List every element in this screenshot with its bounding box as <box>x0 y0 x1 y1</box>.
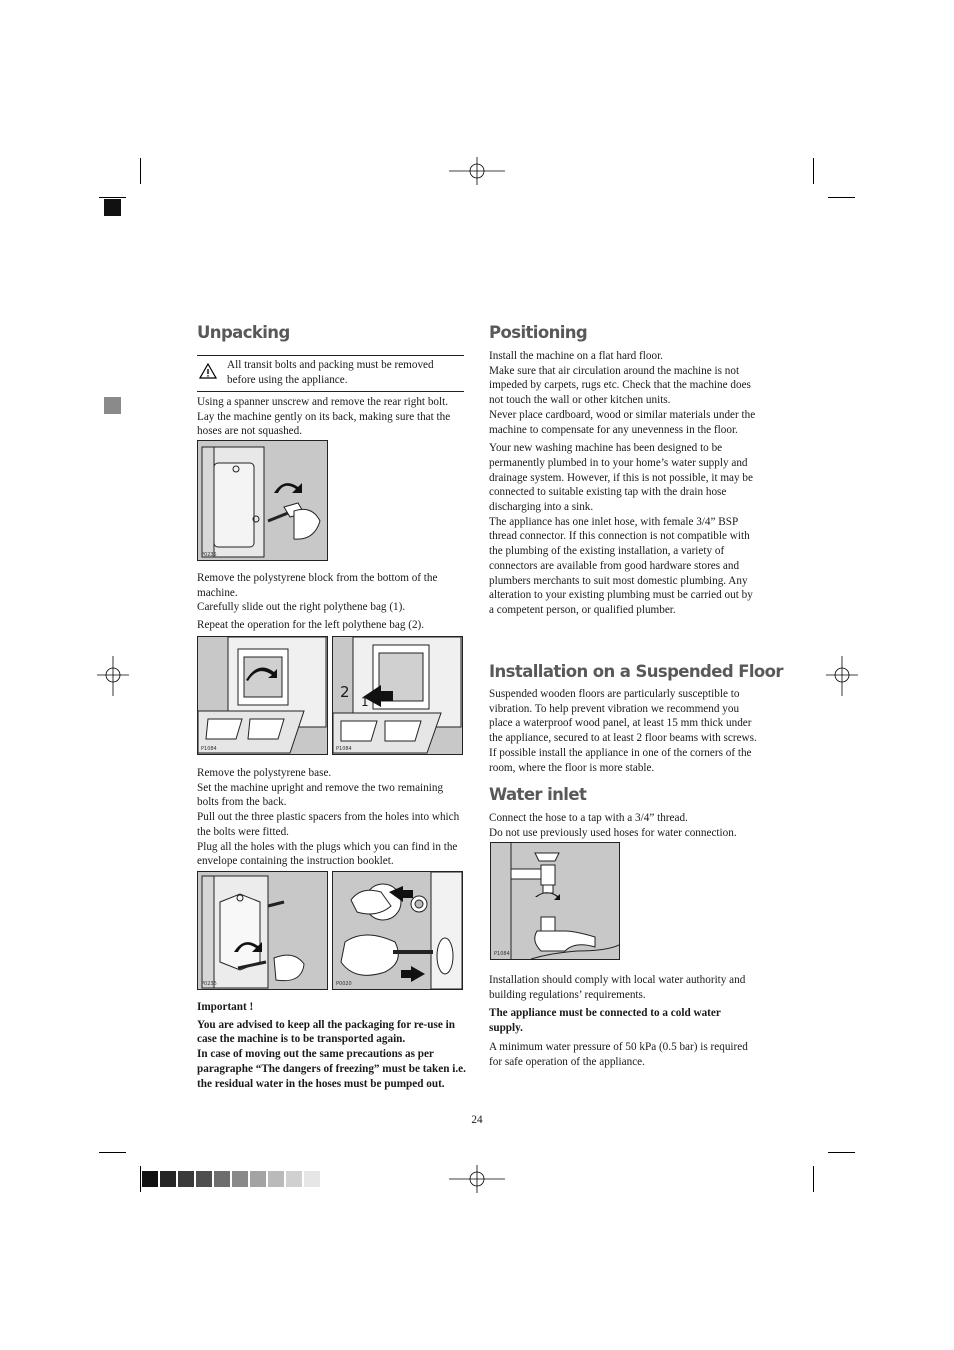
crop-mark <box>813 1166 814 1192</box>
figure-code: P1084 <box>494 951 510 957</box>
calibration-swatch <box>304 1171 320 1187</box>
calibration-swatch <box>286 1171 302 1187</box>
suspended-floor-body <box>489 687 757 775</box>
important-moving: In case of moving out the same precautions as per paragraphe “The dangers of freezing” must be taken i.e. the residual water in the hoses must be pumped out. <box>197 1048 466 1090</box>
para-upright: Set the machine upright and remove the two remaining bolts from the back. <box>197 781 444 809</box>
figure-code: P1084 <box>201 746 217 752</box>
tap-connection-illustration <box>491 843 619 959</box>
crop-mark <box>140 1166 141 1192</box>
figure-plastic-spacers <box>332 871 463 990</box>
page-number: 24 <box>471 1114 483 1126</box>
water-inlet-connect: Connect the hose to a tap with a 3/4” thread. <box>489 812 688 824</box>
important-notes <box>197 1000 467 1091</box>
figure-label-1: 1 <box>361 695 369 709</box>
figure-code: P0235 <box>201 552 217 558</box>
calibration-swatch <box>268 1171 284 1187</box>
water-inlet-regulations <box>489 973 757 1069</box>
corner-square-marker <box>104 199 121 216</box>
crop-mark <box>99 197 126 198</box>
water-inlet-heading: Water inlet <box>489 785 587 804</box>
crop-mark <box>828 1152 855 1153</box>
positioning-heading: Positioning <box>489 323 588 342</box>
important-keep-packaging: You are advised to keep all the packaging for re-use in case the machine is to be transported again. <box>197 1018 455 1046</box>
registration-mark-bottom <box>449 1163 505 1195</box>
unpacking-heading: Unpacking <box>197 323 290 342</box>
suspended-floor-heading: Installation on a Suspended Floor <box>489 662 783 681</box>
warning-triangle-icon <box>199 363 217 379</box>
figure-remaining-bolts <box>197 871 328 990</box>
important-label: Important ! <box>197 1001 254 1013</box>
calibration-swatch <box>178 1171 194 1187</box>
positioning-body <box>489 349 757 618</box>
para-right-bag: Carefully slide out the right polythene bag (1). <box>197 601 406 614</box>
para-spacers: Pull out the three plastic spacers from the holes into which the bolts were fitted. <box>197 811 460 838</box>
figure-right-bag <box>197 636 328 755</box>
base-instructions <box>197 766 467 869</box>
calibration-swatch <box>250 1171 266 1187</box>
registration-mark-top <box>449 155 505 187</box>
para-left-bag: Repeat the operation for the left polythene bag (2). <box>197 619 425 632</box>
water-inlet-pressure: A minimum water pressure of 50 kPa (0.5 bar) is required for safe operation of the appliance. <box>489 1040 748 1068</box>
positioning-inlet-hose: The appliance has one inlet hose, with female 3/4” BSP thread connector. If this connection is not compatible with the plumbing of the existing installation, a variety of connectors are available from good hardware stores and plumbers merchants to suit most domestic plumbing. Any alteration to your existing plumbing must be carried out by a competent person, or qualified plumber. <box>489 515 753 616</box>
water-inlet-body <box>489 811 757 840</box>
water-inlet-authority: Installation should comply with local water authority and building regulations’ requirements. <box>489 974 746 1001</box>
crop-mark <box>828 197 855 198</box>
polythene-instructions <box>197 571 467 633</box>
side-grey-marker <box>104 397 121 414</box>
suspended-floor-text: Suspended wooden floors are particularly susceptible to vibration. To help prevent vibration we recommend you place a waterproof wood panel, at least 15 mm thick under the appliance, secured to at least 2 floor beams with screws. If possible install the appliance in one of the corners of the room, where the floor is more stable. <box>489 688 757 774</box>
figure-label-2: 2 <box>340 683 350 701</box>
calibration-swatch <box>214 1171 230 1187</box>
calibration-swatch <box>232 1171 248 1187</box>
plastic-spacers-illustration <box>333 872 462 989</box>
crop-mark <box>140 158 141 184</box>
figure-tap-connection <box>490 842 620 960</box>
figure-code: P0236 <box>201 981 217 987</box>
calibration-swatch <box>196 1171 212 1187</box>
unpacking-intro <box>197 395 467 439</box>
positioning-air-circulation: Make sure that air circulation around the machine is not impeded by carpets, rugs etc. Check that the machine does not touch the wall or other kitchen units. <box>489 364 751 407</box>
warning-box <box>197 355 464 392</box>
calibration-swatch <box>160 1171 176 1187</box>
remaining-bolts-illustration <box>198 872 327 989</box>
crop-mark <box>813 158 814 184</box>
para-polystyrene-block: Remove the polystyrene block from the bottom of the machine. <box>197 572 438 599</box>
positioning-floor: Install the machine on a flat hard floor. <box>489 350 663 362</box>
figure-code: P1084 <box>336 746 352 752</box>
registration-mark-left <box>97 656 129 696</box>
crop-mark <box>99 1152 126 1153</box>
calibration-swatch <box>142 1171 158 1187</box>
positioning-plumbing: Your new washing machine has been designed to be permanently plumbed in to your home’s water supply and drainage system. However, if this is not possible, it may be connected to suitable existing tap with the drain hose discharging into a sink. <box>489 442 753 514</box>
registration-mark-right <box>826 656 858 696</box>
rear-bolt-illustration <box>198 441 327 560</box>
para-remove-base: Remove the polystyrene base. <box>197 767 332 779</box>
left-bag-illustration <box>333 637 462 754</box>
para-plugs: Plug all the holes with the plugs which you can find in the envelope containing the instruction booklet. <box>197 840 458 868</box>
warning-text: All transit bolts and packing must be removed before using the appliance. <box>227 359 434 386</box>
unpacking-para-1: Using a spanner unscrew and remove the rear right bolt. Lay the machine gently on its back, making sure that the hoses are not squashed. <box>197 396 451 438</box>
figure-code: P0020 <box>336 981 352 987</box>
water-inlet-no-used-hoses: Do not use previously used hoses for water connection. <box>489 826 737 839</box>
positioning-no-cardboard: Never place cardboard, wood or similar materials under the machine to compensate for any unevenness in the floor. <box>489 408 756 436</box>
figure-rear-bolt <box>197 440 328 561</box>
right-bag-illustration <box>198 637 327 754</box>
water-inlet-cold-supply: The appliance must be connected to a cold water supply. <box>489 1007 721 1035</box>
figure-left-bag <box>332 636 463 755</box>
